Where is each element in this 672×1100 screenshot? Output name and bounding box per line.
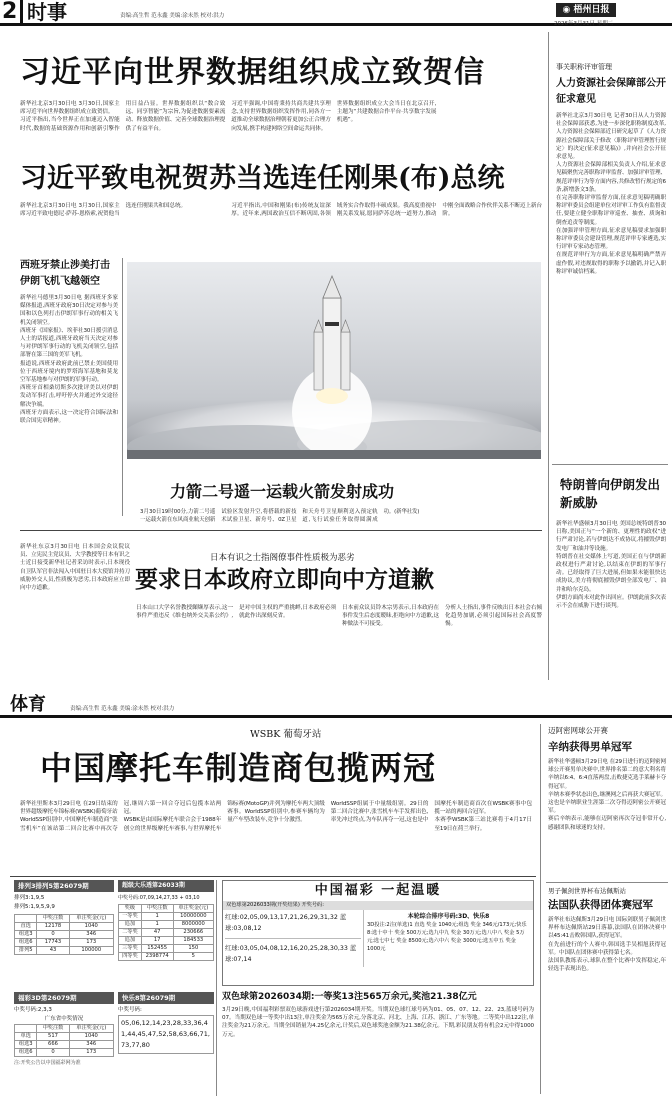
table-cell: 10000000 xyxy=(173,913,213,921)
table-cell: 一等奖 xyxy=(119,913,142,921)
paragraph: 人力资源社会保障部相关负责人介绍,征求意见稿聚焦完善职称评审监督、加强评审管理、规范评审行为等方面内容,共修改暂行规定的6条,新增条文3条。 xyxy=(556,162,666,193)
lottery1-title: 排列3排列5第26079期 xyxy=(14,880,114,892)
japan-headline: 要求日本政府立即向中方道歉 xyxy=(135,566,434,593)
table-row xyxy=(119,921,214,929)
ssq-line-1: 红球:02,05,09,13,17,21,26,29,31,32 蓝球:03,08,12 xyxy=(225,912,361,939)
ssq-line-2: 红球:03,05,04,08,12,16,20,25,28,30,33 蓝球:07,14 xyxy=(225,945,357,963)
paragraph: 特朗普在社交媒体上写道,美国正在与伊朗新政权进行严肃讨论,以结束在伊朗的军事行动。已经取得了巨大进展,但如果未能很快达成协议,美方将彻底摧毁伊朗全部发电厂、油井和哈尔克岛。 xyxy=(556,553,666,593)
table-cell: 47 xyxy=(141,929,173,937)
sidebar2-body xyxy=(556,520,666,676)
table-cell: 100000 xyxy=(69,947,113,955)
fucai-center-title: 本轮综合排序号码:3D、快乐8 xyxy=(407,913,490,920)
moto-headline: 中国摩托车制造商包揽两冠 xyxy=(40,749,437,787)
sidebar1-headline: 人力资源社会保障部公开征求意见 xyxy=(556,78,666,105)
table-header xyxy=(15,1025,37,1033)
table-row xyxy=(15,1049,114,1057)
paragraph: 在加强评审管理方面,征求意见稿要求加强职称评审委员会建设管理,规范评审专家遴选,实行评审专家动态管理。 xyxy=(556,227,666,251)
table-cell: 排列5 xyxy=(15,947,37,955)
table-cell: 152455 xyxy=(141,945,173,953)
paragraph: 日本山口大学名誉教授纐缬厚表示,这一事件严重违反《维也纳外交关系公约》,是对中国主权的严重挑衅,日本政府必须就此作出深刻反省。 xyxy=(136,605,336,620)
sports-right1-headline: 辛纳获得男单冠军 xyxy=(548,741,632,753)
table-row xyxy=(15,1025,114,1033)
fucai-subheader: 双色球第2026033期(开奖结果) 开奖号码: xyxy=(223,901,533,910)
lottery4-box xyxy=(118,992,214,1096)
lottery3-box xyxy=(118,880,214,988)
lottery2-numbers-line xyxy=(14,1006,114,1015)
page-number: 2 xyxy=(2,0,18,24)
lottery1-box xyxy=(14,880,114,988)
table-header xyxy=(15,915,37,923)
paper-name: 梧州日报 xyxy=(573,5,610,15)
pl5-numbers: 1,9,5,9,9 xyxy=(30,904,55,910)
sports-header xyxy=(0,694,672,718)
lottery2-numbers-label: 中奖号码: xyxy=(14,1007,38,1013)
rocket-photo xyxy=(127,262,541,459)
table-cell: 43 xyxy=(37,947,69,955)
table-cell: 1040 xyxy=(69,923,113,931)
table-cell: 346 xyxy=(69,1041,113,1049)
lottery2-numbers: 2,3,3 xyxy=(37,1007,52,1013)
table-header: 单注奖金(元) xyxy=(69,1025,113,1033)
sports-right2-headline: 法国队获得团体赛冠军 xyxy=(548,899,653,911)
table-cell: 346 xyxy=(69,931,113,939)
sidebar2-headline: 特朗普向伊朗发出新威胁 xyxy=(560,477,661,510)
paragraph: 新华社华盛顿3月29日电 在29日进行的迈阿密网球公开赛男单决赛中,世界排名第二的意大利名将辛纳以6:4、6:4直落两盘,击败捷克选手莱赫卡夺得冠军。 xyxy=(548,759,666,790)
table-cell: 17743 xyxy=(37,939,69,947)
paragraph: 习近平强调,中国将秉持共商共建共享理念,支持世界数据组织发挥作用,同各方一道推动全球数据治理朝着更加公正合理方向发展,携手构建网络空间命运共同体。 xyxy=(231,101,331,132)
sports-right2-body xyxy=(548,916,666,1094)
lottery2-table xyxy=(14,1024,114,1057)
paragraph: 新华社布达佩斯3月29日电 国际剑联男子佩剑世界杯布达佩斯站29日落幕,法国队在团体决赛中以45:41击败韩国队,获得冠军。 xyxy=(548,917,666,940)
page-header xyxy=(0,0,672,26)
table-row xyxy=(119,929,214,937)
table-cell: 组选6 xyxy=(15,939,37,947)
table-cell: 四等奖 xyxy=(119,953,142,961)
table-header: 单注奖金(元) xyxy=(69,915,113,923)
sidebar1-body xyxy=(556,112,666,458)
article-left-headline: 西班牙禁止涉美打击伊朗飞机飞越领空 xyxy=(20,260,110,287)
rocket-caption: 3月30日19时00分,力箭二号遥一运载火箭在东风商业航天创新试验区发射升空,将搭载的新技术试验卫星、新舟号、0Z卫星和天舟号卫星顺利送入预定轨道,飞行试验任务取得圆满成功。(新华社发) xyxy=(140,509,420,523)
paragraph: 新华社华盛顿3月30日电 美国总统特朗普30日称,美国正与“一个新的、更理性的政权”进行严肃讨论,若与伊朗达不成协议,将摧毁伊朗发电厂和油井等设施。 xyxy=(556,521,666,552)
table-cell: 230666 xyxy=(173,929,213,937)
lottery2-box xyxy=(14,992,114,1096)
paragraph: 习近平指出,中国和刚果(布)传统友谊深厚。近年来,两国政治互信不断巩固,各领域务实合作取得丰硕成果。我高度重视中刚关系发展,愿同萨苏总统一道努力,推动中刚全面战略合作伙伴关系不断迈上新台阶。 xyxy=(231,203,542,218)
pl3-label: 排列3: xyxy=(14,895,31,901)
paragraph: 日本前众议员铃木宗男表示,日本政府在事件发生后态度暧昧,拒绝向中方道歉,这种做法不可接受。 xyxy=(342,605,439,628)
paragraph: 在先前进行的个人赛中,韩国选手吴相旭获得冠军。中国队在团体赛中获得第七名。 xyxy=(548,941,666,956)
paragraph: 新华社里斯本3月29日电 在29日结束的世界超级摩托车锦标赛(WSBK)葡萄牙站WorldSSP组别中,中国摩托车制造商“张雪机车”在该站第二回合比赛中再次夺冠,继周六第一回合夺冠后包揽本站两冠。 xyxy=(20,801,222,832)
article2-body xyxy=(20,202,542,252)
paragraph: 新华社北京3月30日电 记者30日从人力资源社会保障部获悉,为进一步深化职称制度改革,人力资源社会保障部近日研究起草了《人力资源社会保障部关于修改〈职称评审管理暂行规定〉的决定(征求意见稿)》,并向社会公开征求意见。 xyxy=(556,113,666,161)
article-left-body xyxy=(20,294,118,516)
table-header: 中奖注数 xyxy=(37,915,69,923)
table-cell: 组选6 xyxy=(15,1049,37,1057)
lottery3-numbers: 07,09,14,27,33 + 03,10 xyxy=(139,895,200,901)
table-cell: 0 xyxy=(37,931,69,939)
paragraph: 西班牙首相桑切斯多次批评美以对伊朗发动军事打击,呼吁停火并通过外交途径解决争端。 xyxy=(20,385,118,408)
paragraph: 报道说,西班牙政府此前已禁止美国使用位于西班牙境内的罗塔海军基地和莫龙空军基地参与对伊朗的军事行动。 xyxy=(20,360,118,384)
table-cell: 单选 xyxy=(15,1033,37,1041)
lottery1-table xyxy=(14,914,114,955)
sports-right1-body xyxy=(548,758,666,880)
paragraph: 在完善职称评审监督方面,征求意见稿明确职称评审委员会组建单位对评审工作负有监督责任,要建立健全职称评审巡查、抽查、质询和倒查追责等制度。 xyxy=(556,195,666,226)
lottery2-note: 注:开奖公告以中国福彩网为准 xyxy=(14,1060,81,1066)
table-row xyxy=(15,939,114,947)
paragraph: WorldSSP组属于中量级组别。29日的第二回合比赛中,张雪机车车手发挥出色,率先冲过终点,为车队再夺一冠,这也是中国摩托车制造商首次在WSBK赛事中包揽一站的两回合冠军。 xyxy=(330,801,532,824)
table-cell: 184533 xyxy=(173,937,213,945)
paragraph: 分析人士指出,事件反映出日本社会右倾化趋势加剧,必须引起国际社会高度警惕。 xyxy=(445,605,542,628)
pl3-numbers: 1,9,5 xyxy=(30,895,45,901)
section-title: 时事 xyxy=(20,0,67,24)
paragraph: 习近平指出,当今世界正在加速迈入智能时代,数据的基础资源作用和创新引擎作用日益凸显。世界数据组织以“数合致远、同享智能”为宗旨,为促进数据要素流动、释放数据价值、完善全球数据治理提供了有益平台。 xyxy=(20,101,226,132)
paper-logo-icon: ◉ xyxy=(562,5,571,15)
fucai-center-body: 3D投注:2注(单选)1 直选 奖金 1040元;组选 奖金 346元/173元;快乐8:选十中十 奖金 500万元;选九中九 奖金 30万元;选八中八 奖金 5万元;选七中七 奖金 8500元;选六中六 奖金 3000元;选五中五 奖金 1000元 xyxy=(367,922,527,952)
rocket-launch-image xyxy=(127,262,541,459)
paragraph: 伊朗方面尚未对此作出回应。伊朗此前多次表示不会在威胁下进行谈判。 xyxy=(556,594,666,610)
paragraph: 新华社北京3月30日电 3月30日,国家主席习近平向世界数据组织成立致贺信。 xyxy=(20,101,120,116)
table-cell: 三等奖 xyxy=(119,945,142,953)
table-row xyxy=(15,1033,114,1041)
table-cell: 2398774 xyxy=(141,953,173,961)
fucai-title: 中国福彩 一起温暖 xyxy=(314,883,442,898)
ssq-body: 3月29日晚,中国福利彩票双色球游戏进行第2026034期开奖。当期双色球红球号码为01、05、07、12、22、23,蓝球号码为07。当期双色球一等奖中出13注,单注奖金为565万余元,分落北京、河北、上海、江苏、浙江、广东等地。二等奖中出122注,单注奖金为21万余元。当期全国销量为4.25亿余元,计奖后,双色球奖池金额为21.38亿余元。下期,彩民朋友将有机会2元中得1000万元。 xyxy=(222,1007,534,1038)
lottery2-province: 广东省中奖情况 xyxy=(44,1016,84,1022)
table-cell: 17 xyxy=(141,937,173,945)
japan-body xyxy=(20,543,130,676)
sports-right1-kicker: 迈阿密网球公开赛 xyxy=(548,726,608,735)
lottery3-numbers-line xyxy=(118,894,214,902)
table-row xyxy=(15,931,114,939)
paragraph: 新华社北京3月30日电 3月30日,国家主席习近平致电德尼·萨苏-恩格索,祝贺他当选连任刚果共和国总统。 xyxy=(20,203,187,218)
table-cell: 直选 xyxy=(15,923,37,931)
paragraph: 赛后辛纳表示,能够在迈阿密再次夺冠非常开心,感谢团队和球迷的支持。 xyxy=(548,816,666,831)
paragraph: 西班牙《国家报》、埃菲社30日援引消息人士的话报道,西班牙政府当天决定对参与对伊朗军事行动的飞机关闭领空,包括部署在第三国的美军飞机。 xyxy=(20,327,118,359)
sports-section-title: 体育 xyxy=(10,694,46,715)
table-row xyxy=(119,905,214,913)
table-cell: 组选3 xyxy=(15,931,37,939)
lottery3-title: 超级大乐透第26033期 xyxy=(118,880,214,892)
paragraph: 新华社马德里3月30日电 据西班牙多家媒体报道,西班牙政府30日决定对参与美国和以色列打击伊朗军事行动的相关飞机关闭领空。 xyxy=(20,295,118,326)
paragraph: 世界数据组织成立大会当日在北京召开,主题为“共建数据合作平台·共享数字发展机遇”。 xyxy=(336,101,437,124)
table-cell: 666 xyxy=(37,1041,69,1049)
table-cell: 1040 xyxy=(69,1033,113,1041)
paper-logo xyxy=(556,3,616,17)
table-cell: 追加 xyxy=(119,937,142,945)
table-row xyxy=(119,953,214,961)
table-row xyxy=(15,1041,114,1049)
lottery4-numbers: 05,06,12,14,23,28,33,36,41,44,45,47,52,58,63,66,71,73,77,80 xyxy=(118,1015,214,1054)
paragraph: 西班牙方面表示,这一决定符合国际法和联合国宪章精神。 xyxy=(20,409,118,425)
japan-kicker: 日本有识之士指阁僚事件性质极为恶劣 xyxy=(210,553,355,563)
header-staff: 责编:高生哲 范永鑫 美编:涂未然 校对:洪力 xyxy=(120,13,225,19)
table-row xyxy=(15,923,114,931)
table-row xyxy=(15,947,114,955)
table-cell: 1 xyxy=(141,921,173,929)
table-cell: 8000000 xyxy=(173,921,213,929)
table-row xyxy=(119,945,214,953)
table-row xyxy=(15,915,114,923)
table-row xyxy=(119,937,214,945)
lottery1-pl5 xyxy=(14,903,114,912)
header-date: 2026年3月31日 星期二 xyxy=(554,21,614,27)
table-cell: 5 xyxy=(173,953,213,961)
table-cell: 0 xyxy=(37,1049,69,1057)
sports-staff: 责编:高生哲 范永鑫 美编:涂未然 校对:洪力 xyxy=(70,706,175,712)
table-header: 奖级 xyxy=(119,905,142,913)
table-cell: 12178 xyxy=(37,923,69,931)
lottery4-numbers-label: 中奖号码: xyxy=(118,1007,142,1013)
table-row xyxy=(119,913,214,921)
lottery1-pl3 xyxy=(14,894,114,903)
table-cell: 173 xyxy=(69,939,113,947)
lottery3-numbers-label: 中奖号码: xyxy=(118,895,140,901)
article1-headline: 习近平向世界数据组织成立致贺信 xyxy=(20,55,485,90)
moto-kicker: WSBK 葡萄牙站 xyxy=(250,729,322,740)
table-cell: 150 xyxy=(173,945,213,953)
table-cell: 173 xyxy=(69,1049,113,1057)
table-cell: 追加 xyxy=(119,921,142,929)
table-header: 中奖注数 xyxy=(37,1025,69,1033)
paragraph: 法国队教练表示,球队在整个比赛中发挥稳定,年轻选手表现出色。 xyxy=(548,958,666,973)
pl5-label: 排列5: xyxy=(14,904,31,910)
lottery2-title: 福彩3D第26079期 xyxy=(14,992,114,1004)
fucai-ad xyxy=(222,880,534,986)
table-header: 中奖注数 xyxy=(141,905,173,913)
lottery3-table xyxy=(118,904,214,961)
table-cell: 二等奖 xyxy=(119,929,142,937)
rocket-caption-title: 力箭二号遥一运载火箭发射成功 xyxy=(170,482,395,501)
moto-body xyxy=(20,800,532,868)
ssq-headline: 双色球第2026034期:一等奖13注565万余元,奖池21.38亿元 xyxy=(222,992,477,1002)
paragraph: 辛纳本赛季状态出色,继澳网之后再获大赛冠军。这也是辛纳职业生涯第二次夺得迈阿密公开赛冠军。 xyxy=(548,791,666,815)
lottery4-title: 快乐8第26079期 xyxy=(118,992,214,1004)
paragraph: 本赛季WSBK第三站比赛将于4月17日至19日在荷兰举行。 xyxy=(434,817,532,832)
paragraph: 新华社东京3月30日电 日本国会众议院议员、立宪民主党议员、大学教授等日本有识之士近日接受新华社记者采访时表示,日本现役自卫队军官非法闯入中国驻日本大使馆并持刀威胁外交人员,性质极为恶劣,日本政府应立即向中方道歉。 xyxy=(20,544,130,592)
table-cell: 组选3 xyxy=(15,1041,37,1049)
table-header: 单注奖金(元) xyxy=(173,905,213,913)
table-cell: 517 xyxy=(37,1033,69,1041)
article1-body xyxy=(20,100,542,142)
paragraph: WSBK是由国际摩托车联合会于1988年创立的世界级摩托车赛事,与世界摩托车锦标赛(MotoGP)并列为摩托车两大顶级赛事。WorldSSP组别中,参赛车辆均为量产车型改装车,竞争十分激烈。 xyxy=(123,801,325,832)
paragraph: 在规范评审行为方面,征求意见稿明确严禁弄虚作假,对违规取得的职称予以撤销,并记入职称评审诚信档案。 xyxy=(556,252,666,275)
sports-right2-kicker: 男子佩剑世界杯布达佩斯站 xyxy=(548,887,626,895)
japan-body-cont xyxy=(136,604,542,676)
table-cell: 1 xyxy=(141,913,173,921)
sidebar1-kicker: 事关职称评审管理 xyxy=(556,63,612,71)
article2-headline: 习近平致电祝贺苏当选连任刚果(布)总统 xyxy=(20,163,505,194)
